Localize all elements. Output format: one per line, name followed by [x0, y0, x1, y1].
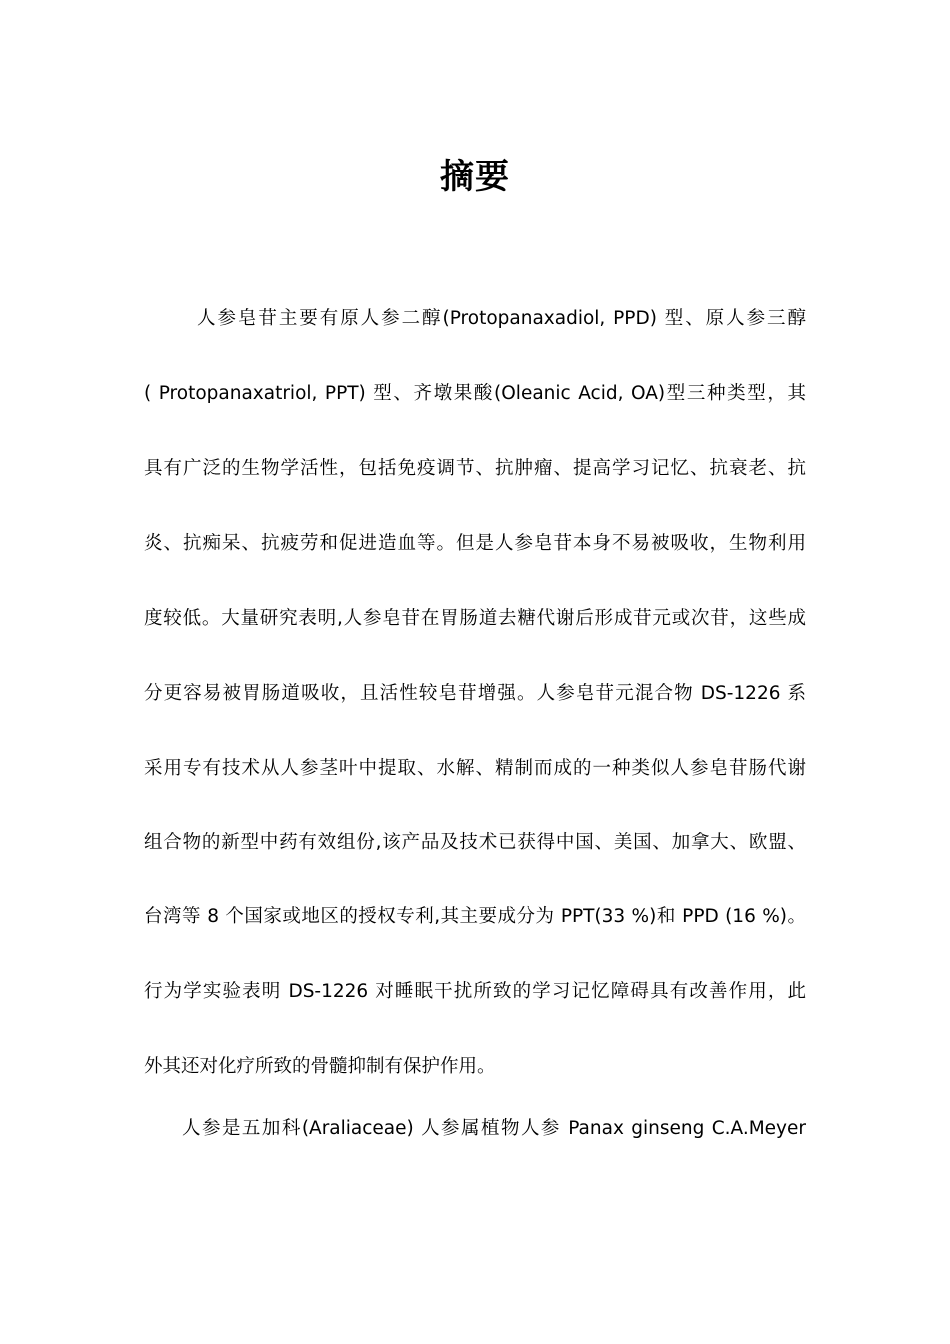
- paragraph-1-line-2: ( Protopanaxatriol, PPT) 型、齐墩果酸(Oleanic Acid, OA)型三种类型，其: [144, 383, 806, 404]
- paragraph-1-line-5: 度较低。大量研究表明,人参皂苷在胃肠道去糖代谢后形成苷元或次苷，这些成: [144, 608, 806, 629]
- paragraph-1-line-9: 台湾等 8 个国家或地区的授权专利,其主要成分为 PPT(33 %)和 PPD (16 %)。: [144, 906, 806, 927]
- paragraph-1-line-8: 组合物的新型中药有效组份,该产品及技术已获得中国、美国、加拿大、欧盟、: [144, 832, 806, 853]
- paragraph-1-line-10: 行为学实验表明 DS-1226 对睡眠干扰所致的学习记忆障碍具有改善作用，此: [144, 981, 806, 1002]
- page-title: 摘要: [440, 157, 510, 197]
- paragraph-2-line-1: 人参是五加科(Araliaceae) 人参属植物人参 Panax ginseng C.A.Meyer: [182, 1118, 806, 1139]
- paragraph-1-line-11: 外其还对化疗所致的骨髓抑制有保护作用。: [144, 1056, 496, 1077]
- paragraph-1-line-1: 人参皂苷主要有原人参二醇(Protopanaxadiol, PPD) 型、原人参三醇: [197, 308, 806, 329]
- paragraph-1-line-7: 采用专有技术从人参茎叶中提取、水解、精制而成的一种类似人参皂苷肠代谢: [144, 758, 806, 779]
- paragraph-1-line-6: 分更容易被胃肠道吸收，且活性较皂苷增强。人参皂苷元混合物 DS-1226 系: [144, 683, 806, 704]
- paragraph-1-line-4: 炎、抗痴呆、抗疲劳和促进造血等。但是人参皂苷本身不易被吸收，生物利用: [144, 533, 806, 554]
- paragraph-1-line-3: 具有广泛的生物学活性，包括免疫调节、抗肿瘤、提高学习记忆、抗衰老、抗: [144, 458, 806, 479]
